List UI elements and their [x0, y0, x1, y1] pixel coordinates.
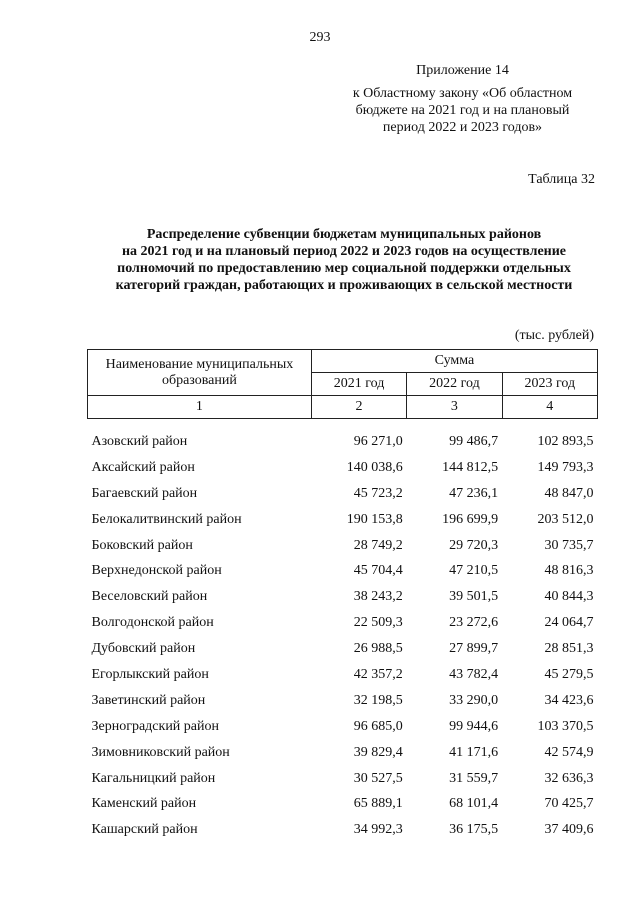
value-2023: 28 851,3 [544, 641, 594, 657]
district-name: Верхнедонской район [91, 563, 222, 579]
appendix-title: Приложение 14 [416, 63, 509, 78]
table-row [88, 636, 598, 662]
value-2021: 42 357,2 [353, 666, 403, 682]
appendix-block [330, 62, 595, 136]
district-name: Веселовский район [91, 589, 208, 605]
table-row [88, 429, 598, 455]
district-name: Егорлыкский район [91, 666, 209, 682]
value-2022: 23 272,6 [449, 615, 499, 631]
district-name: Белокалитвинский район [91, 511, 242, 527]
value-2021: 34 992,3 [353, 822, 403, 838]
table-row [88, 610, 598, 636]
district-name: Боковский район [91, 537, 193, 553]
value-2022: 36 175,5 [449, 822, 499, 838]
district-name: Кагальницкий район [91, 770, 216, 786]
table-number: Таблица 32 [528, 172, 595, 187]
page-number: 293 [309, 30, 331, 45]
value-2021: 45 723,2 [353, 485, 403, 501]
table-row [88, 481, 598, 507]
table-row [88, 740, 598, 766]
column-number-4: 4 [502, 396, 597, 419]
title-line: на 2021 год и на плановый период 2022 и 2023 годов на осуществление [121, 244, 567, 259]
value-2021: 96 685,0 [353, 718, 403, 734]
value-2022: 33 290,0 [449, 692, 499, 708]
value-2021: 45 704,4 [353, 563, 403, 579]
table-row [88, 714, 598, 740]
appendix-line: к Областному закону «Об областном [352, 86, 573, 101]
value-2022: 39 501,5 [449, 589, 499, 605]
value-2021: 30 527,5 [353, 770, 403, 786]
value-2021: 65 889,1 [353, 796, 403, 812]
value-2021: 32 198,5 [353, 692, 403, 708]
value-2021: 26 988,5 [353, 641, 403, 657]
table-row [88, 817, 598, 843]
header-name-column: Наименование муниципальных образований [88, 350, 312, 396]
appendix-line: бюджете на 2021 год и на плановый [355, 103, 570, 118]
table-row [88, 662, 598, 688]
unit-label: (тыс. рублей) [514, 328, 594, 343]
value-2022: 47 210,5 [449, 563, 499, 579]
value-2023: 32 636,3 [544, 770, 594, 786]
title-line: Распределение субвенции бюджетам муниципальных районов [146, 227, 542, 242]
value-2023: 48 847,0 [544, 485, 594, 501]
value-2023: 42 574,9 [544, 744, 594, 760]
district-name: Багаевский район [91, 485, 198, 501]
value-2022: 144 812,5 [442, 459, 499, 475]
value-2022: 27 899,7 [449, 641, 499, 657]
district-name: Заветинский район [91, 692, 206, 708]
value-2022: 99 486,7 [449, 433, 499, 449]
value-2023: 102 893,5 [537, 433, 594, 449]
value-2021: 190 153,8 [346, 511, 403, 527]
value-2023: 40 844,3 [544, 589, 594, 605]
value-2021: 22 509,3 [353, 615, 403, 631]
value-2022: 99 944,6 [449, 718, 499, 734]
table-row [88, 791, 598, 817]
value-2023: 103 370,5 [537, 718, 594, 734]
value-2023: 203 512,0 [537, 511, 594, 527]
district-name: Волгодонской район [91, 615, 214, 631]
header-year-2022: 2022 год [407, 373, 502, 396]
value-2021: 38 243,2 [353, 589, 403, 605]
value-2021: 140 038,6 [346, 459, 403, 475]
value-2021: 96 271,0 [353, 433, 403, 449]
header-year-2021: 2021 год [311, 373, 406, 396]
value-2021: 39 829,4 [353, 744, 403, 760]
district-name: Каменский район [91, 796, 197, 812]
value-2021: 28 749,2 [353, 537, 403, 553]
table-row [88, 688, 598, 714]
table-row [88, 766, 598, 792]
title-line: категорий граждан, работающих и проживающих в сельской местности [115, 278, 573, 293]
district-name: Зимовниковский район [91, 744, 230, 760]
district-name: Кашарский район [91, 822, 198, 838]
table-row [88, 455, 598, 481]
district-name: Зерноградский район [91, 718, 219, 734]
subvention-table [87, 349, 598, 843]
title-line: полномочий по предоставлению мер социальной поддержки отдельных [117, 261, 571, 276]
value-2023: 70 425,7 [544, 796, 594, 812]
table-row [88, 533, 598, 559]
header-year-2023: 2023 год [502, 373, 597, 396]
appendix-line: период 2022 и 2023 годов» [382, 120, 543, 135]
district-name: Дубовский район [91, 641, 196, 657]
value-2022: 31 559,7 [449, 770, 499, 786]
table-row [88, 507, 598, 533]
table-row [88, 558, 598, 584]
header-sum: Сумма [311, 350, 597, 373]
column-number-3: 3 [407, 396, 502, 419]
value-2023: 45 279,5 [544, 666, 594, 682]
table-body [88, 419, 598, 844]
value-2023: 34 423,6 [544, 692, 594, 708]
table-row [88, 584, 598, 610]
value-2023: 48 816,3 [544, 563, 594, 579]
value-2022: 29 720,3 [449, 537, 499, 553]
district-name: Аксайский район [91, 459, 195, 475]
value-2023: 149 793,3 [537, 459, 594, 475]
document-title [84, 226, 604, 294]
column-number-2: 2 [311, 396, 406, 419]
value-2022: 47 236,1 [449, 485, 499, 501]
value-2023: 30 735,7 [544, 537, 594, 553]
value-2023: 24 064,7 [544, 615, 594, 631]
value-2022: 196 699,9 [442, 511, 499, 527]
column-number-1: 1 [88, 396, 312, 419]
district-name: Азовский район [91, 433, 188, 449]
value-2022: 68 101,4 [449, 796, 499, 812]
value-2023: 37 409,6 [544, 822, 594, 838]
value-2022: 41 171,6 [449, 744, 499, 760]
value-2022: 43 782,4 [449, 666, 499, 682]
